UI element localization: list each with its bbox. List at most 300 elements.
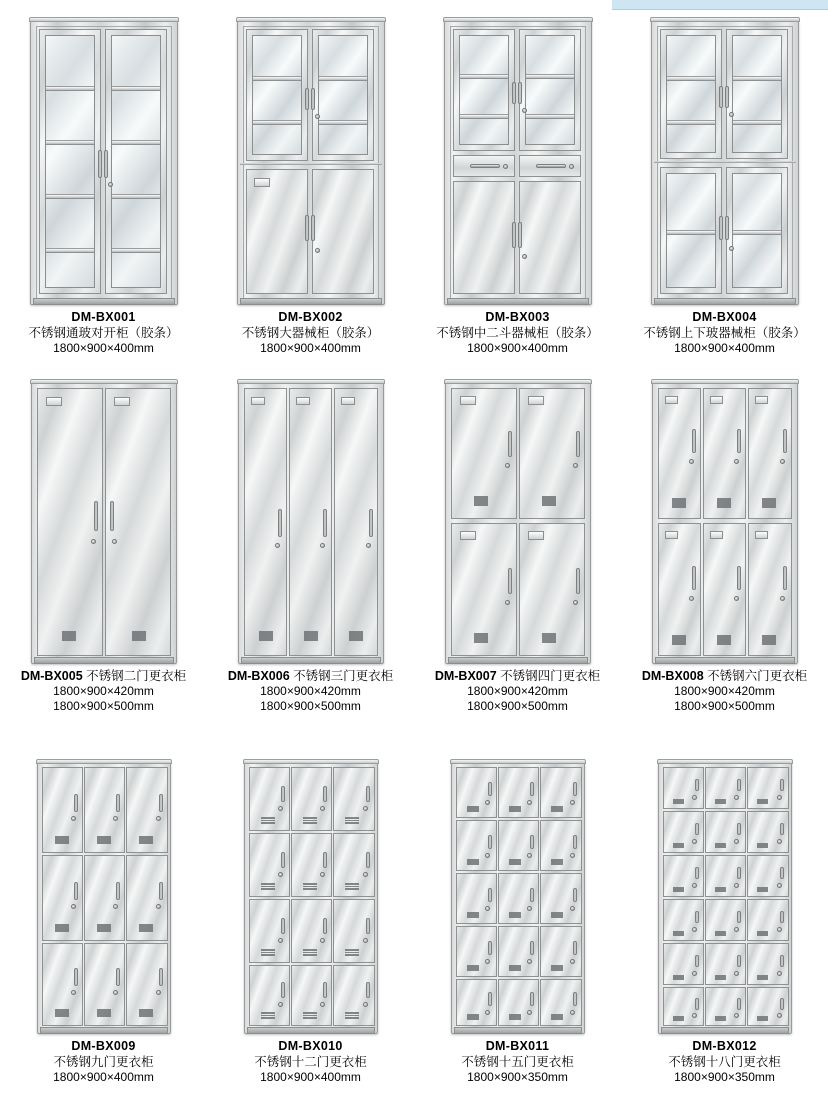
locker-door-14 bbox=[705, 943, 746, 985]
vent-icon bbox=[672, 498, 686, 508]
shelf bbox=[733, 120, 781, 125]
vent-icon bbox=[139, 1009, 153, 1017]
door-handle bbox=[159, 794, 163, 812]
vent-icon bbox=[673, 975, 684, 980]
lock-icon bbox=[777, 795, 782, 800]
vent-icon bbox=[303, 883, 317, 890]
vent-icon bbox=[509, 859, 521, 865]
shelf bbox=[526, 74, 574, 79]
section-divider bbox=[240, 163, 382, 165]
product-name: 不锈钢通玻对开柜（胶条） bbox=[28, 326, 179, 340]
product-cell bbox=[207, 760, 414, 1110]
lock-icon bbox=[734, 839, 739, 844]
locker-door-6 bbox=[333, 833, 375, 897]
locker-door-4 bbox=[519, 523, 585, 656]
lock-icon bbox=[729, 112, 734, 117]
product-model: DM-BX005 bbox=[20, 669, 83, 683]
cabinet-illustration-bx006 bbox=[238, 382, 384, 664]
cabinet-plinth bbox=[40, 1027, 168, 1034]
cabinet-top-cap bbox=[657, 759, 793, 764]
vent-icon bbox=[467, 965, 479, 971]
door-handle bbox=[695, 867, 699, 879]
vent-icon bbox=[551, 806, 563, 812]
door-handle bbox=[488, 782, 492, 796]
locker-door-12 bbox=[333, 965, 375, 1026]
product-dimension: 1800×900×400mm bbox=[674, 341, 775, 355]
product-model-name bbox=[414, 668, 621, 684]
lock-icon bbox=[692, 927, 697, 932]
section-divider bbox=[654, 161, 796, 163]
locker-door-3 bbox=[126, 767, 168, 853]
door-handle bbox=[281, 982, 285, 998]
vent-icon bbox=[261, 949, 275, 956]
vent-icon bbox=[757, 1016, 768, 1021]
door-handle bbox=[116, 882, 120, 900]
door-handle bbox=[573, 992, 577, 1006]
lock-icon bbox=[729, 246, 734, 251]
door-handle bbox=[281, 786, 285, 802]
locker-door-6 bbox=[126, 855, 168, 941]
locker-door-3 bbox=[451, 523, 517, 656]
door-handle bbox=[737, 998, 741, 1010]
locker-door-3 bbox=[333, 767, 375, 831]
label-holder bbox=[460, 531, 476, 540]
locker-door-7 bbox=[249, 899, 290, 963]
shelf bbox=[253, 76, 301, 81]
product-dimension: 1800×900×420mm bbox=[260, 684, 361, 698]
vent-icon bbox=[542, 633, 556, 643]
product-dimension: 1800×900×420mm bbox=[53, 684, 154, 698]
locker-door-8 bbox=[498, 873, 539, 924]
door-handle bbox=[116, 968, 120, 986]
cabinet-top-cap bbox=[243, 759, 379, 764]
lock-icon bbox=[689, 596, 694, 601]
label-holder bbox=[254, 178, 270, 187]
lock-icon bbox=[734, 596, 739, 601]
lock-icon bbox=[734, 1013, 739, 1018]
product-dimension: 1800×900×500mm bbox=[674, 699, 775, 714]
label-holder bbox=[755, 396, 768, 404]
product-name: 不锈钢中二斗器械柜（胶条） bbox=[436, 326, 599, 340]
product-model-name bbox=[207, 668, 414, 684]
locker-door-1 bbox=[658, 388, 701, 519]
door-handle bbox=[780, 998, 784, 1010]
lock-icon bbox=[156, 990, 161, 995]
locker-door-2 bbox=[291, 767, 332, 831]
lock-icon bbox=[692, 883, 697, 888]
lock-icon bbox=[527, 1010, 532, 1015]
lock-icon bbox=[320, 806, 325, 811]
door-handle bbox=[573, 941, 577, 955]
locker-door-1 bbox=[451, 388, 517, 519]
vent-icon bbox=[509, 912, 521, 918]
shelf bbox=[46, 194, 94, 199]
product-model: DM-BX006 bbox=[227, 669, 290, 683]
label-holder bbox=[460, 396, 476, 405]
locker-door-9 bbox=[540, 873, 582, 924]
door-handle bbox=[725, 86, 729, 108]
door-handle bbox=[780, 779, 784, 791]
door-handle bbox=[278, 509, 282, 537]
shelf bbox=[253, 120, 301, 125]
door-handle bbox=[692, 429, 696, 453]
product-model: DM-BX003 bbox=[485, 310, 550, 324]
product-model: DM-BX007 bbox=[434, 669, 497, 683]
product-dimension: 1800×900×400mm bbox=[260, 1070, 361, 1084]
cabinet-plinth bbox=[34, 657, 174, 664]
lock-icon bbox=[113, 816, 118, 821]
lock-icon bbox=[156, 904, 161, 909]
shelf bbox=[112, 140, 160, 145]
product-dimension: 1800×900×500mm bbox=[260, 699, 361, 714]
product-caption bbox=[621, 1038, 828, 1085]
lock-icon bbox=[777, 971, 782, 976]
vent-icon bbox=[345, 1012, 359, 1019]
door-handle bbox=[737, 911, 741, 923]
product-name: 不锈钢十五门更衣柜 bbox=[461, 1055, 574, 1069]
vent-icon bbox=[259, 631, 273, 641]
locker-door-4 bbox=[663, 811, 704, 853]
vent-icon bbox=[757, 799, 768, 804]
glass-pane bbox=[459, 35, 509, 145]
product-dimension: 1800×900×500mm bbox=[53, 699, 154, 714]
product-name: 不锈钢大器械柜（胶条） bbox=[241, 326, 380, 340]
product-model: DM-BX004 bbox=[692, 310, 757, 324]
vent-icon bbox=[139, 836, 153, 844]
product-dimension: 1800×900×350mm bbox=[674, 1070, 775, 1084]
locker-door-9 bbox=[333, 899, 375, 963]
cabinet-illustration-bx005 bbox=[31, 382, 177, 664]
vent-icon bbox=[715, 1016, 726, 1021]
product-cell bbox=[621, 12, 828, 367]
locker-door-1 bbox=[663, 767, 704, 809]
vent-icon bbox=[345, 817, 359, 824]
lock-icon bbox=[71, 904, 76, 909]
vent-icon bbox=[97, 836, 111, 844]
lock-icon bbox=[112, 539, 117, 544]
product-cell bbox=[0, 760, 207, 1110]
door-handle bbox=[323, 918, 327, 934]
door-handle bbox=[518, 222, 522, 248]
cabinet-plinth bbox=[447, 298, 589, 305]
locker-door-2 bbox=[703, 388, 746, 519]
product-cell bbox=[414, 12, 621, 367]
vent-icon bbox=[673, 931, 684, 936]
door-handle bbox=[780, 955, 784, 967]
door-handle bbox=[323, 982, 327, 998]
door-handle bbox=[530, 835, 534, 849]
lock-icon bbox=[573, 463, 578, 468]
product-model: DM-BX012 bbox=[692, 1039, 757, 1053]
cabinet-top-cap bbox=[236, 17, 386, 22]
shelf bbox=[460, 114, 508, 119]
label-holder bbox=[251, 397, 265, 405]
vent-icon bbox=[762, 635, 776, 645]
vent-icon bbox=[672, 635, 686, 645]
cabinet-illustration-bx001 bbox=[30, 20, 178, 305]
shelf bbox=[319, 120, 367, 125]
lock-icon bbox=[315, 248, 320, 253]
lock-icon bbox=[320, 543, 325, 548]
lock-icon bbox=[485, 800, 490, 805]
door-handle bbox=[695, 823, 699, 835]
door-handle bbox=[737, 779, 741, 791]
locker-door-11 bbox=[291, 965, 332, 1026]
label-holder bbox=[710, 531, 723, 539]
glass-door-right bbox=[519, 29, 581, 151]
lock-icon bbox=[570, 959, 575, 964]
product-model: DM-BX008 bbox=[641, 669, 704, 683]
label-holder bbox=[296, 397, 310, 405]
door-handle bbox=[692, 566, 696, 590]
label-holder bbox=[665, 396, 678, 404]
lock-icon bbox=[485, 1010, 490, 1015]
locker-door-5 bbox=[703, 523, 746, 656]
lock-icon bbox=[570, 800, 575, 805]
locker-door-2 bbox=[105, 388, 171, 656]
vent-icon bbox=[55, 924, 69, 932]
locker-door-9 bbox=[747, 855, 789, 897]
vent-icon bbox=[762, 498, 776, 508]
product-cell bbox=[0, 12, 207, 367]
product-caption bbox=[0, 309, 207, 356]
cabinet-top-cap bbox=[650, 17, 800, 22]
glass-pane bbox=[525, 35, 575, 145]
vent-icon bbox=[474, 633, 488, 643]
lock-icon bbox=[734, 883, 739, 888]
lock-icon bbox=[278, 872, 283, 877]
door-handle bbox=[366, 786, 370, 802]
product-model-name bbox=[621, 668, 828, 684]
product-cell bbox=[0, 378, 207, 758]
locker-door-4 bbox=[249, 833, 290, 897]
vent-icon bbox=[673, 843, 684, 848]
door-handle bbox=[530, 888, 534, 902]
door-handle bbox=[508, 431, 512, 457]
product-row-1 bbox=[0, 12, 828, 367]
cabinet-plinth bbox=[661, 1027, 789, 1034]
cabinet-illustration-bx012 bbox=[658, 762, 792, 1034]
door-handle bbox=[366, 918, 370, 934]
door-handle bbox=[780, 911, 784, 923]
locker-door-16 bbox=[663, 987, 704, 1026]
cabinet-plinth bbox=[655, 657, 795, 664]
door-handle bbox=[488, 835, 492, 849]
vent-icon bbox=[303, 949, 317, 956]
locker-door-7 bbox=[663, 855, 704, 897]
shelf bbox=[112, 86, 160, 91]
locker-door-1 bbox=[456, 767, 497, 818]
lock-icon bbox=[505, 463, 510, 468]
solid-door-left bbox=[246, 169, 308, 294]
lock-icon bbox=[71, 816, 76, 821]
door-handle bbox=[110, 501, 114, 531]
shelf bbox=[46, 140, 94, 145]
lock-icon bbox=[780, 459, 785, 464]
product-caption bbox=[621, 668, 828, 715]
shelf bbox=[667, 120, 715, 125]
product-name: 不锈钢六门更衣柜 bbox=[707, 669, 808, 683]
locker-door-3 bbox=[540, 767, 582, 818]
vent-icon bbox=[467, 912, 479, 918]
vent-icon bbox=[715, 799, 726, 804]
locker-door-4 bbox=[456, 820, 497, 871]
locker-door-15 bbox=[747, 943, 789, 985]
glass-pane bbox=[318, 35, 368, 155]
locker-door-2 bbox=[705, 767, 746, 809]
lock-icon bbox=[522, 108, 527, 113]
cabinet-plinth bbox=[448, 657, 588, 664]
cabinet-plinth bbox=[33, 298, 175, 305]
door-handle bbox=[783, 566, 787, 590]
locker-door-7 bbox=[42, 943, 83, 1026]
locker-door-17 bbox=[705, 987, 746, 1026]
locker-door-11 bbox=[705, 899, 746, 941]
cabinet-top-cap bbox=[450, 759, 586, 764]
vent-icon bbox=[467, 1014, 479, 1020]
door-handle bbox=[104, 150, 108, 178]
lock-icon bbox=[320, 872, 325, 877]
product-cell bbox=[621, 760, 828, 1110]
lock-icon bbox=[363, 806, 368, 811]
lock-icon bbox=[278, 1002, 283, 1007]
vent-icon bbox=[715, 975, 726, 980]
solid-door-right bbox=[312, 169, 374, 294]
lock-icon bbox=[570, 853, 575, 858]
vent-icon bbox=[757, 843, 768, 848]
lock-icon bbox=[777, 883, 782, 888]
glass-door-right bbox=[312, 29, 374, 161]
lock-icon bbox=[777, 1013, 782, 1018]
solid-door-right bbox=[519, 181, 581, 294]
product-caption bbox=[207, 668, 414, 715]
cabinet-top-cap bbox=[443, 17, 593, 22]
door-handle bbox=[94, 501, 98, 531]
vent-icon bbox=[673, 1016, 684, 1021]
vent-icon bbox=[261, 1012, 275, 1019]
product-dimension: 1800×900×500mm bbox=[467, 699, 568, 714]
lock-icon bbox=[734, 459, 739, 464]
door-handle bbox=[518, 82, 522, 104]
lock-icon bbox=[527, 959, 532, 964]
cabinet-illustration-bx008 bbox=[652, 382, 798, 664]
vent-icon bbox=[551, 965, 563, 971]
door-handle bbox=[530, 941, 534, 955]
vent-icon bbox=[551, 912, 563, 918]
door-handle bbox=[305, 215, 309, 241]
vent-icon bbox=[345, 883, 359, 890]
cabinet-illustration-bx010 bbox=[244, 762, 378, 1034]
vent-icon bbox=[55, 1009, 69, 1017]
locker-door-15 bbox=[540, 979, 582, 1026]
product-name: 不锈钢九门更衣柜 bbox=[53, 1055, 154, 1069]
product-name: 不锈钢二门更衣柜 bbox=[86, 669, 187, 683]
locker-door-12 bbox=[540, 926, 582, 977]
lock-icon bbox=[692, 1013, 697, 1018]
product-cell bbox=[207, 378, 414, 758]
cabinet-top-cap bbox=[36, 759, 172, 764]
glass-door-upper-right bbox=[726, 29, 788, 159]
vent-icon bbox=[62, 631, 76, 641]
door-handle bbox=[737, 823, 741, 835]
door-handle bbox=[695, 955, 699, 967]
vent-icon bbox=[551, 1014, 563, 1020]
drawer-left bbox=[453, 155, 515, 177]
drawer-right bbox=[519, 155, 581, 177]
locker-door-8 bbox=[291, 899, 332, 963]
locker-door-2 bbox=[289, 388, 332, 656]
vent-icon bbox=[673, 887, 684, 892]
door-handle bbox=[488, 888, 492, 902]
locker-door-8 bbox=[84, 943, 125, 1026]
locker-door-10 bbox=[249, 965, 290, 1026]
door-handle bbox=[305, 88, 309, 110]
lock-icon bbox=[278, 938, 283, 943]
product-caption bbox=[414, 1038, 621, 1085]
lock-icon bbox=[366, 543, 371, 548]
shelf bbox=[112, 248, 160, 253]
door-handle bbox=[369, 509, 373, 537]
vent-icon bbox=[55, 836, 69, 844]
locker-door-3 bbox=[334, 388, 378, 656]
product-cell bbox=[621, 378, 828, 758]
vent-icon bbox=[673, 799, 684, 804]
cabinet-top-cap bbox=[237, 379, 385, 384]
lock-icon bbox=[573, 600, 578, 605]
cabinet-plinth bbox=[247, 1027, 375, 1034]
glass-door-lower-right bbox=[726, 167, 788, 294]
lock-icon bbox=[692, 839, 697, 844]
locker-door-1 bbox=[42, 767, 83, 853]
lock-icon bbox=[777, 927, 782, 932]
lock-icon bbox=[91, 539, 96, 544]
cabinet-illustration-bx002 bbox=[237, 20, 385, 305]
lock-icon bbox=[734, 971, 739, 976]
product-caption bbox=[0, 1038, 207, 1085]
lock-icon bbox=[485, 959, 490, 964]
cabinet-top-cap bbox=[651, 379, 799, 384]
vent-icon bbox=[715, 843, 726, 848]
vent-icon bbox=[542, 496, 556, 506]
door-handle bbox=[366, 982, 370, 998]
lock-icon bbox=[113, 904, 118, 909]
locker-door-5 bbox=[291, 833, 332, 897]
vent-icon bbox=[97, 1009, 111, 1017]
door-handle bbox=[695, 998, 699, 1010]
door-handle bbox=[159, 968, 163, 986]
product-caption bbox=[207, 309, 414, 356]
shelf bbox=[319, 76, 367, 81]
lock-icon bbox=[71, 990, 76, 995]
lock-icon bbox=[108, 182, 113, 187]
drawer-handle bbox=[536, 164, 566, 168]
lock-icon bbox=[692, 971, 697, 976]
locker-door-3 bbox=[747, 767, 789, 809]
cabinet-plinth bbox=[454, 1027, 582, 1034]
product-caption bbox=[0, 668, 207, 715]
product-caption bbox=[621, 309, 828, 356]
shelf bbox=[46, 248, 94, 253]
shelf bbox=[733, 230, 781, 235]
door-handle bbox=[530, 992, 534, 1006]
accent-bar bbox=[612, 0, 828, 10]
lock-icon bbox=[320, 938, 325, 943]
locker-door-13 bbox=[663, 943, 704, 985]
lock-icon bbox=[315, 114, 320, 119]
locker-door-6 bbox=[748, 523, 792, 656]
label-holder bbox=[114, 397, 130, 406]
door-handle bbox=[780, 867, 784, 879]
